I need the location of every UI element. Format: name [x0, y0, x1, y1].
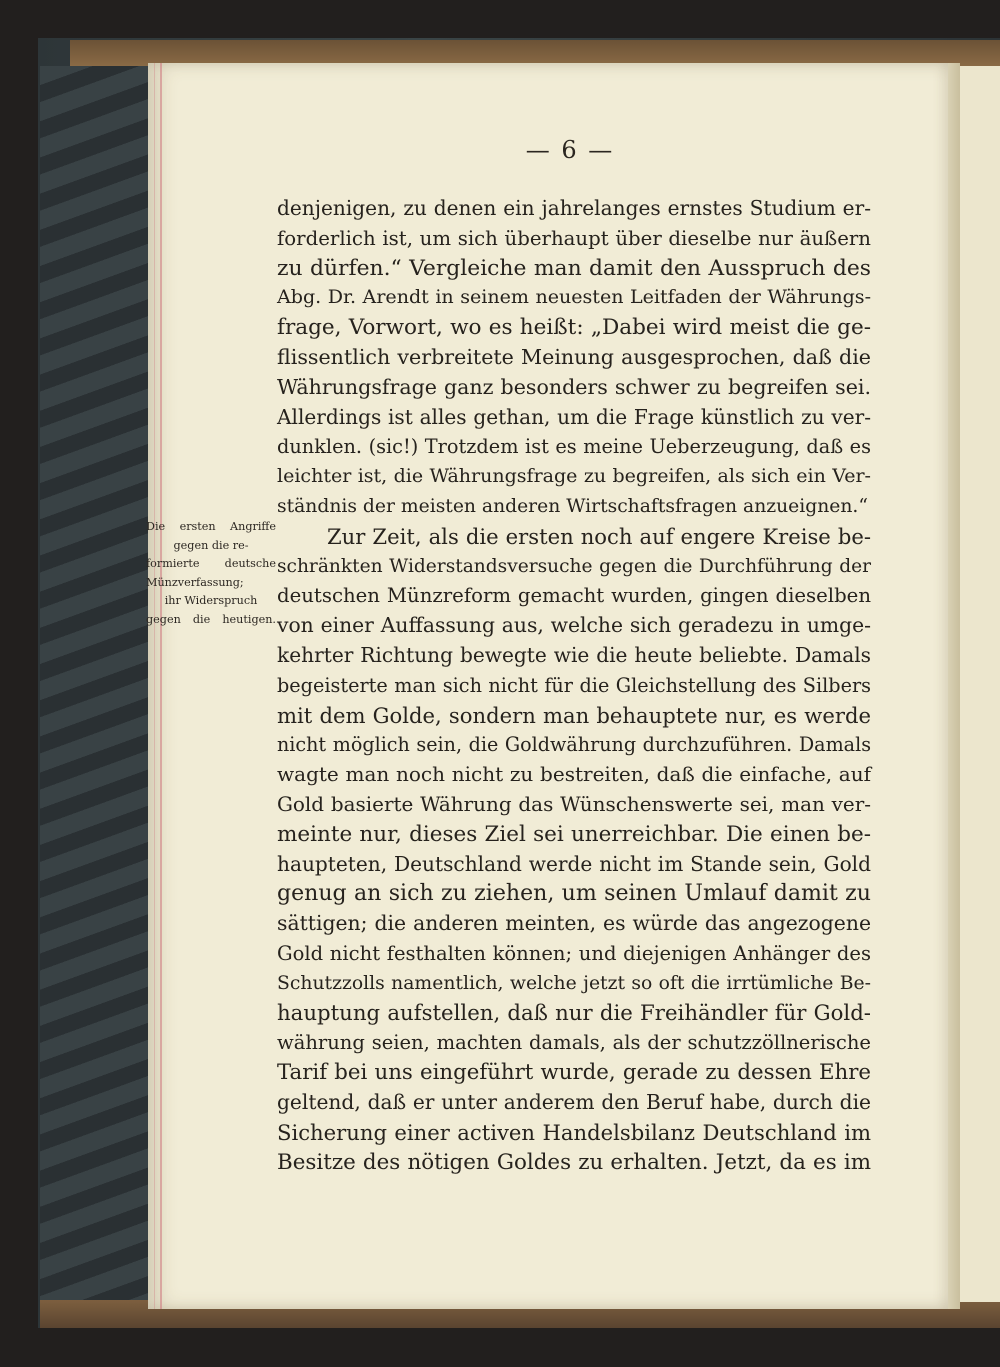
margin-note [146, 518, 276, 630]
text-line: leichter ist, die Währungsfrage zu begreifen, als sich ein Ver- [277, 465, 871, 488]
text-line: begeisterte man sich nicht für die Gleichstellung des Silbers [277, 673, 871, 697]
cover-edge-left [40, 66, 152, 1300]
text-line: Gold basierte Währung das Wünschenswerte sei, man ver- [277, 791, 871, 816]
text-line: flissentlich verbreitete Meinung ausgesprochen, daß die [277, 344, 871, 369]
margin-note-line: gegen die re- [173, 538, 249, 552]
margin-note-line: formierte deutsche [146, 557, 276, 571]
margin-note-line: gegen die heutigen. [146, 612, 276, 626]
text-line: meinte nur, dieses Ziel sei unerreichbar. Die einen be- [277, 821, 871, 847]
text-line: von einer Auffassung aus, welche sich geradezu in umge- [277, 613, 871, 638]
text-line: geltend, daß er unter anderem den Beruf habe, durch die [277, 1089, 871, 1114]
text-line: währung seien, machten damals, als der schutzzöllnerische [277, 1031, 871, 1055]
text-line: Zur Zeit, als die ersten noch auf engere Kreise be- [327, 523, 871, 549]
text-line: Währungsfrage ganz besonders schwer zu begreifen sei. [277, 374, 871, 399]
text-line: Sicherung einer activen Handelsbilanz Deutschland im [277, 1119, 871, 1145]
text-line: Tarif bei uns eingeführt wurde, gerade zu dessen Ehre [277, 1060, 871, 1086]
text-line: dunklen. (sic!) Trotzdem ist es meine Ueberzeugung, daß es [277, 435, 871, 459]
text-line: kehrter Richtung bewegte wie die heute beliebte. Damals [277, 642, 871, 667]
margin-rule [160, 63, 162, 1309]
text-line: schränkten Widerstandsversuche gegen die Durchführung der [277, 555, 871, 577]
text-line: Gold nicht festhalten können; und diejenigen Anhänger des [277, 941, 871, 965]
page-number: — 6 — [525, 136, 615, 164]
text-line: mit dem Golde, sondern man behauptete nur, es werde [277, 702, 871, 728]
text-line: hauptung aufstellen, daß nur die Freihändler für Gold- [277, 1000, 871, 1026]
text-line: Schutzzolls namentlich, welche jetzt so oft die irrtümliche Be- [277, 972, 871, 994]
text-line: forderlich ist, um sich überhaupt über dieselbe nur äußern [277, 226, 871, 250]
margin-rule [154, 63, 155, 1309]
body-text [277, 194, 871, 1177]
margin-note-line: Münzverfassung; [146, 575, 244, 589]
text-line: Abg. Dr. Arendt in seinem neuesten Leitfaden der Währungs- [277, 286, 871, 309]
text-line: ständnis der meisten anderen Wirtschaftsfragen anzueignen.“ [277, 495, 868, 517]
text-line: zu dürfen.“ Vergleiche man damit den Ausspruch des [277, 255, 871, 281]
text-line: haupteten, Deutschland werde nicht im Stande sein, Gold [277, 851, 871, 876]
text-line: Besitze des nötigen Goldes zu erhalten. Jetzt, da es im [277, 1149, 871, 1175]
facing-page-edge [960, 66, 1000, 1302]
text-line: sättigen; die anderen meinten, es würde das angezogene [277, 911, 871, 936]
text-line: denjenigen, zu denen ein jahrelanges ernstes Studium er- [277, 196, 871, 220]
text-line: nicht möglich sein, die Goldwährung durchzuführen. Damals [277, 733, 871, 757]
text-line: deutschen Münzreform gemacht wurden, gingen dieselben [277, 584, 871, 608]
margin-note-line: Die ersten Angriffe [146, 520, 276, 533]
text-line: wagte man noch nicht zu bestreiten, daß die einfache, auf [277, 762, 871, 787]
text-line: genug an sich zu ziehen, um seinen Umlauf damit zu [277, 881, 871, 907]
text-line: frage, Vorwort, wo es heißt: „Dabei wird meist die ge- [277, 315, 871, 341]
page-edge [948, 63, 960, 1309]
margin-note-line: ihr Widerspruch [164, 594, 258, 608]
text-line: Allerdings ist alles gethan, um die Frage künstlich zu ver- [277, 404, 871, 429]
